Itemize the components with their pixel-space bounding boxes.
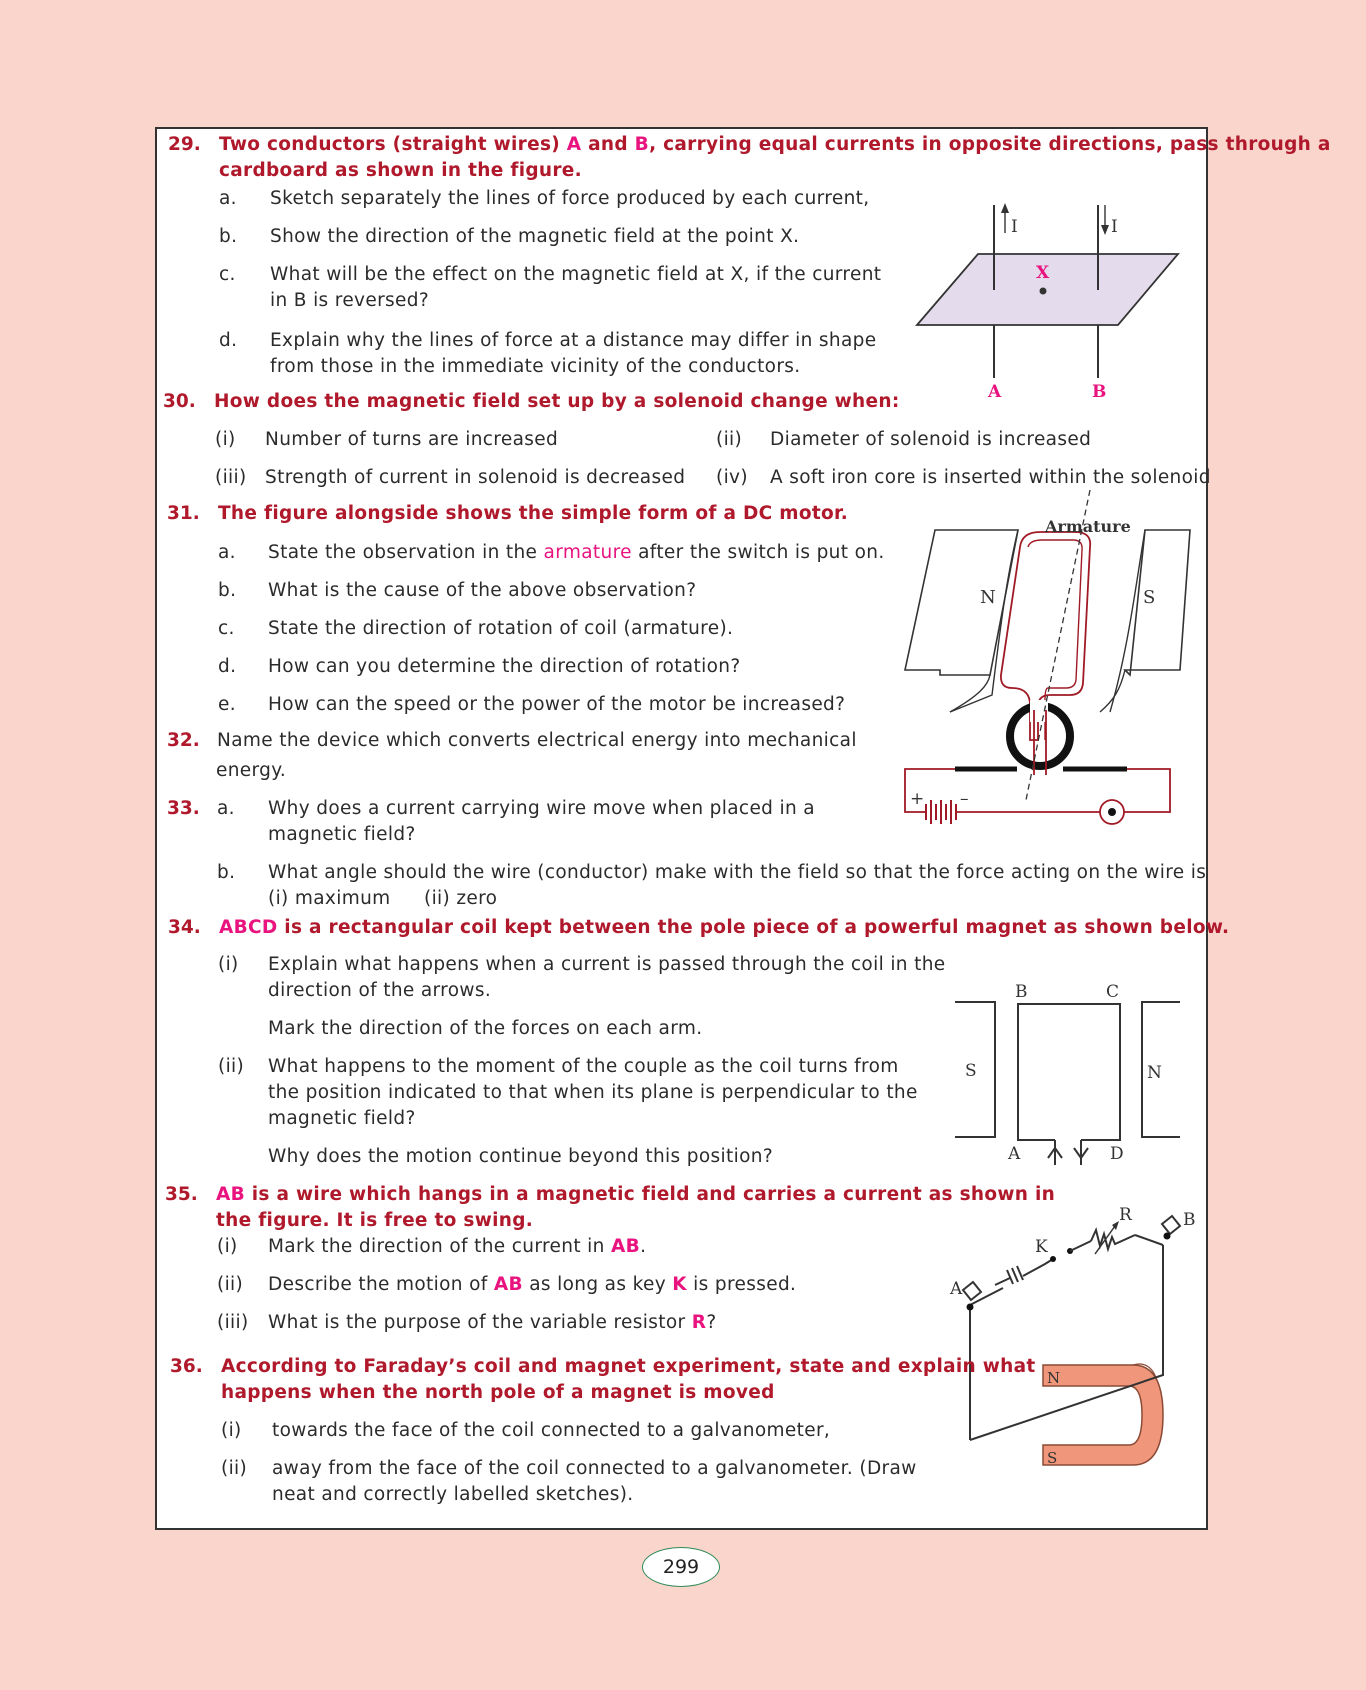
q30-option-label: (iv) xyxy=(716,467,748,488)
battery-plus-label: + xyxy=(910,789,925,809)
q31-item-text: What is the cause of the above observation? xyxy=(268,580,697,601)
magnet-n-label: N xyxy=(1047,1369,1061,1387)
q29-item-text: Explain why the lines of force at a distance may differ in shape xyxy=(270,330,877,351)
q29-item-label: b. xyxy=(219,226,238,247)
q33-a-text: magnetic field? xyxy=(268,824,416,845)
q29-item-text: Sketch separately the lines of force produced by each current, xyxy=(270,188,870,209)
q35-ii-part: is pressed. xyxy=(686,1274,797,1295)
q35-i-text xyxy=(268,1236,646,1257)
q35-iii-part: What is the purpose of the variable resistor xyxy=(268,1312,692,1333)
q33-b-label: b. xyxy=(217,862,236,883)
q31-a-text: State the observation in the xyxy=(268,542,544,563)
q30-stem: How does the magnetic field set up by a solenoid change when: xyxy=(214,391,900,412)
corner-d-label: D xyxy=(1110,1144,1124,1164)
q35-ii-part: as long as key xyxy=(522,1274,673,1295)
q29-stem-part: , carrying equal currents in opposite directions, pass through a xyxy=(649,134,1331,155)
q33-number: 33. xyxy=(167,798,200,819)
q29-stem-line2: cardboard as shown in the figure. xyxy=(219,160,582,181)
q31-a-text: after the switch is put on. xyxy=(631,542,885,563)
q36-stem: According to Faraday’s coil and magnet experiment, state and explain what xyxy=(221,1356,1036,1377)
q35-i-label: (i) xyxy=(217,1236,238,1257)
q35-stem-line2: the figure. It is free to swing. xyxy=(216,1210,534,1231)
q35-stem-text: is a wire which hangs in a magnetic field and carries a current as shown in xyxy=(245,1184,1056,1205)
q35-iii-text xyxy=(268,1312,716,1333)
wire-b-label: B xyxy=(1092,382,1107,402)
q29-wire-a-ref: A xyxy=(566,134,582,155)
q30-option-text: Number of turns are increased xyxy=(265,429,559,450)
q34-i-text: Explain what happens when a current is passed through the coil in the xyxy=(268,954,946,975)
q29-item-label: d. xyxy=(219,330,238,351)
q35-iii-label: (iii) xyxy=(217,1312,249,1333)
terminal-a-label: A xyxy=(950,1279,963,1299)
q35-number: 35. xyxy=(165,1184,198,1205)
q35-iii-part: ? xyxy=(706,1312,717,1333)
abcd-ref: ABCD xyxy=(219,917,278,938)
point-x-label: X xyxy=(1036,263,1050,283)
q34-number: 34. xyxy=(168,917,201,938)
q30-option-text: Strength of current in solenoid is decreased xyxy=(265,467,686,488)
q34-coil-figure xyxy=(950,980,1190,1170)
key-k-contact xyxy=(1050,1256,1056,1262)
rotation-axis xyxy=(1026,490,1090,800)
q31-stem: The figure alongside shows the simple form of a DC motor. xyxy=(218,503,849,524)
q35-i-part: Mark the direction of the current in xyxy=(268,1236,611,1257)
north-pole-label: N xyxy=(980,587,996,608)
q29-item-text: What will be the effect on the magnetic field at X, if the current xyxy=(270,264,882,285)
armature-label: Armature xyxy=(1045,517,1131,536)
wire-a-label: A xyxy=(988,382,1002,402)
corner-c-label: C xyxy=(1106,982,1120,1002)
q36-ii-label: (ii) xyxy=(221,1458,248,1479)
q34-ii-label: (ii) xyxy=(218,1056,245,1077)
q29-item-text: in B is reversed? xyxy=(270,290,430,311)
q29-item-label: c. xyxy=(219,264,236,285)
q35-ii-label: (ii) xyxy=(217,1274,244,1295)
q34-ii-text: magnetic field? xyxy=(268,1108,416,1129)
corner-a-label: A xyxy=(1008,1144,1021,1164)
rectangular-coil xyxy=(1018,1004,1120,1140)
q29-stem xyxy=(219,134,1331,155)
q31-item-label: c. xyxy=(218,618,235,639)
q29-stem-part: and xyxy=(581,134,635,155)
q29-cardboard-figure xyxy=(900,195,1200,410)
resistor-r-label: R xyxy=(1119,1205,1132,1225)
q32-text: energy. xyxy=(216,760,287,781)
q29-number: 29. xyxy=(168,134,201,155)
q33-b-option: (ii) zero xyxy=(424,888,498,909)
q35-swinging-wire-figure xyxy=(935,1190,1195,1480)
q35-ii-part: Describe the motion of xyxy=(268,1274,494,1295)
q35-ii-text xyxy=(268,1274,796,1295)
q31-item-text: State the direction of rotation of coil (armature). xyxy=(268,618,734,639)
pole-n-label: N xyxy=(1147,1063,1162,1083)
q30-option-label: (iii) xyxy=(215,467,247,488)
variable-resistor xyxy=(1091,1230,1135,1249)
q33-a-text: Why does a current carrying wire move when placed in a xyxy=(268,798,815,819)
q30-option-text: Diameter of solenoid is increased xyxy=(770,429,1092,450)
q34-stem xyxy=(219,917,1229,938)
q30-number: 30. xyxy=(163,391,196,412)
resistor-r-ref: R xyxy=(691,1312,707,1333)
q36-i-label: (i) xyxy=(221,1420,242,1441)
magnet-s-label: S xyxy=(1047,1449,1058,1467)
swing-wire xyxy=(970,1245,1163,1440)
q34-i-text: Mark the direction of the forces on each arm. xyxy=(268,1018,703,1039)
north-pole-piece xyxy=(905,530,1018,675)
q29-wire-b-ref: B xyxy=(634,134,650,155)
ab-ref: AB xyxy=(610,1236,641,1257)
q35-i-part: . xyxy=(640,1236,647,1257)
ab-ref: AB xyxy=(216,1184,246,1205)
q34-ii-text: the position indicated to that when its plane is perpendicular to the xyxy=(268,1082,918,1103)
q31-item-label: a. xyxy=(218,542,236,563)
q34-i-text: direction of the arrows. xyxy=(268,980,492,1001)
q31-item-text xyxy=(268,542,885,563)
q32-text: Name the device which converts electrical energy into mechanical xyxy=(217,730,857,751)
current-down-arrowhead xyxy=(1101,225,1109,235)
q34-i-label: (i) xyxy=(218,954,239,975)
q31-item-text: How can the speed or the power of the motor be increased? xyxy=(268,694,846,715)
corner-b-label: B xyxy=(1015,982,1028,1002)
q36-number: 36. xyxy=(170,1356,203,1377)
q31-item-label: b. xyxy=(218,580,237,601)
q29-item-text: from those in the immediate vicinity of the conductors. xyxy=(270,356,801,377)
key-k-label: K xyxy=(1035,1237,1048,1257)
current-left-label: I xyxy=(1011,217,1018,237)
q31-item-label: d. xyxy=(218,656,237,677)
q34-ii-text: What happens to the moment of the couple as the coil turns from xyxy=(268,1056,899,1077)
q34-stem-text: is a rectangular coil kept between the pole piece of a powerful magnet as shown below. xyxy=(277,917,1230,938)
terminal-b-label: B xyxy=(1183,1210,1196,1230)
q31-dc-motor-figure xyxy=(900,490,1180,835)
south-pole-label: S xyxy=(1143,587,1156,608)
q36-ii-text: away from the face of the coil connected to a galvanometer. (Draw xyxy=(272,1458,917,1479)
q36-stem-line2: happens when the north pole of a magnet is moved xyxy=(221,1382,775,1403)
q34-ii-text: Why does the motion continue beyond this position? xyxy=(268,1146,774,1167)
terminal-b xyxy=(1162,1216,1180,1234)
q36-ii-text: neat and correctly labelled sketches). xyxy=(272,1484,634,1505)
q36-i-text: towards the face of the coil connected to a galvanometer, xyxy=(272,1420,831,1441)
q29-item-text: Show the direction of the magnetic field at the point X. xyxy=(270,226,800,247)
current-up-arrowhead xyxy=(1001,203,1009,213)
armature-ref: armature xyxy=(543,542,632,563)
south-pole-piece xyxy=(1125,530,1190,675)
battery-minus-label: – xyxy=(960,789,969,809)
battery xyxy=(926,800,956,824)
page-number: 299 xyxy=(642,1547,720,1587)
q29-item-label: a. xyxy=(219,188,237,209)
pole-s-label: S xyxy=(965,1061,977,1081)
q31-item-text: How can you determine the direction of rotation? xyxy=(268,656,741,677)
q33-b-option: (i) maximum xyxy=(268,888,391,909)
current-right-label: I xyxy=(1111,217,1118,237)
key-k-ref: K xyxy=(672,1274,687,1295)
ab-ref: AB xyxy=(493,1274,523,1295)
q33-a-label: a. xyxy=(217,798,235,819)
q30-option-text: A soft iron core is inserted within the solenoid xyxy=(770,467,1211,488)
q30-option-label: (ii) xyxy=(716,429,743,450)
q29-stem-part: Two conductors (straight wires) xyxy=(219,134,567,155)
q31-item-label: e. xyxy=(218,694,236,715)
q30-option-label: (i) xyxy=(215,429,236,450)
cell xyxy=(995,1266,1023,1285)
q35-stem xyxy=(216,1184,1055,1205)
q32-number: 32. xyxy=(167,730,200,751)
q31-number: 31. xyxy=(167,503,200,524)
q33-b-text: What angle should the wire (conductor) make with the field so that the force acting on the wire is xyxy=(268,862,1207,883)
horseshoe-magnet xyxy=(1043,1365,1163,1465)
point-x-dot xyxy=(1040,288,1047,295)
terminal-a xyxy=(963,1282,981,1300)
